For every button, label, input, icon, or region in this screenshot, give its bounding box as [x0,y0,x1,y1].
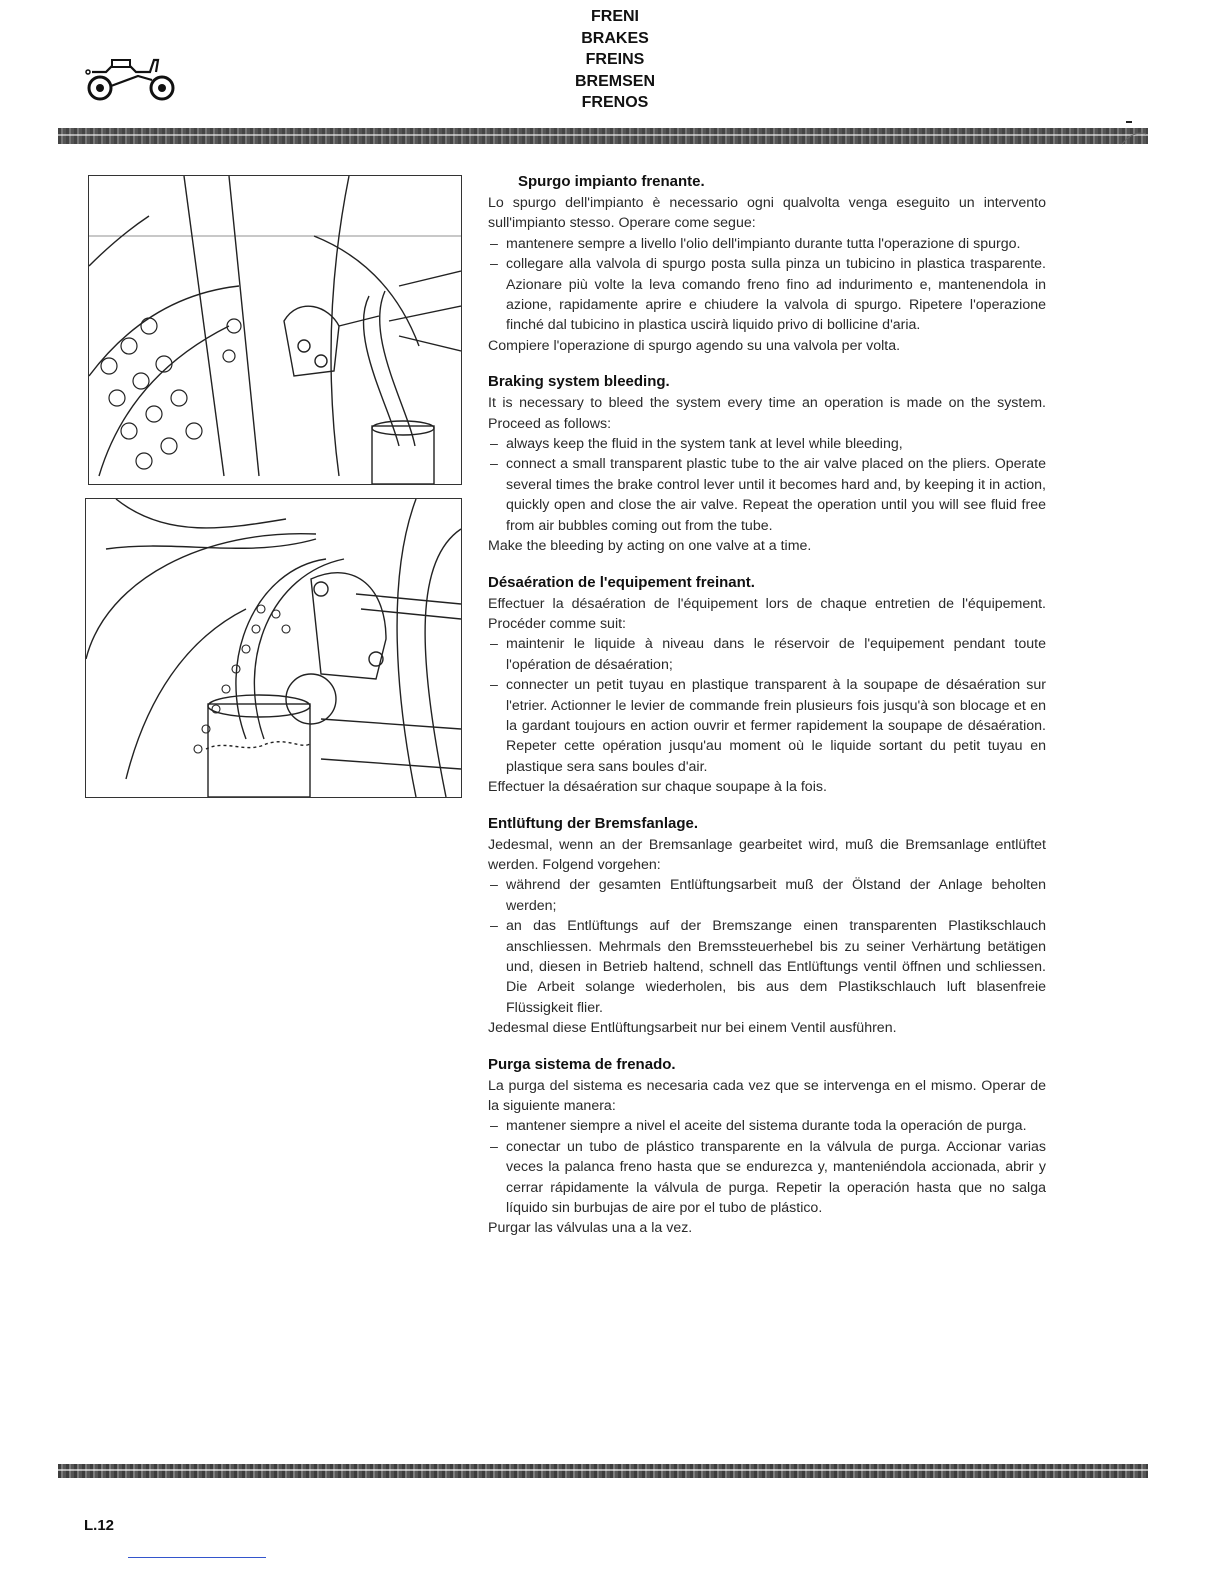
figure-rear-caliper-bleeding [85,498,462,798]
title-fr: FREINS [585,51,645,68]
footer-link-underline [128,1557,266,1558]
section-title: Spurgo impianto frenante. [518,173,705,190]
list-item: – collegare alla valvola di spurgo posta sulla pinza un tubicino in plastica trasparente. Azionare più volte la leva comando freno fino ad indurimento e, mantenendola in azione, rapidamente aprire e chiudere la valvola di spurgo. Ripetere l'operazione finché dal tubicino in plastica uscirà liquido privo di bollicine d'aria. [488,254,1046,336]
section-french [488,573,1046,798]
section-outro: Jedesmal diese Entlüftungsarbeit nur bei einem Ventil ausführen. [488,1020,897,1037]
instructions-text-column [488,172,1046,1255]
front-caliper-illustration [89,176,461,484]
section-steps [488,234,1046,336]
header-titles [480,6,750,114]
list-item: – connect a small transparent plastic tube to the air valve placed on the pliers. Operate several times the brake control lever until it becomes hard and, by keeping it in action, quickly open and close the air valve. Repeat the operation until you will see fluid free from air bubbles coming out from the tube. [488,454,1046,536]
section-intro: Jedesmal, wenn an der Bremsanlage gearbeitet wird, muß die Bremsanlage entlüftet werden. Folgend vorgehen: [488,836,1046,873]
list-item: – maintenir le liquide à niveau dans le réservoir de l'equipement pendant toute l'opération de désaération; [488,634,1046,675]
corner-mark [1120,120,1148,148]
bottom-divider-rule [58,1464,1148,1478]
title-it: FRENI [591,8,639,25]
list-item: – mantenere sempre a livello l'olio dell'impianto durante tutta l'operazione di spurgo. [488,234,1046,254]
list-item: – während der gesamten Entlüftungsarbeit muß der Ölstand der Anlage beholten werden; [488,875,1046,916]
rear-caliper-illustration [86,499,461,797]
section-italian [488,172,1046,356]
section-spanish [488,1055,1046,1239]
section-intro: Lo spurgo dell'impianto è necessario ogni qualvolta venga eseguito un intervento sull'impianto stesso. Operare come segue: [488,195,1046,232]
section-title: Désaération de l'equipement freinant. [488,573,755,591]
list-item: – conectar un tubo de plástico transparente en la válvula de purga. Accionar varias veces la palanca freno hasta que se endurezca y, manteniéndola accionada, abrir y cerrar rápidamente la válvula de purga. Repetir la operación hasta que no salga líquido sin burbujas de aire por el tubo de plástico. [488,1137,1046,1219]
section-steps [488,1116,1046,1218]
page-number: L.12 [84,1517,115,1534]
section-steps [488,634,1046,777]
section-steps [488,434,1046,536]
figure-front-caliper-bleeding [88,175,462,485]
list-item: – always keep the fluid in the system tank at level while bleeding, [488,434,1046,454]
top-divider-rule [58,128,1148,144]
section-intro: Effectuer la désaération de l'équipement lors de chaque entretien de l'équipement. Procéder comme suit: [488,595,1046,632]
motorcycle-icon [84,52,184,102]
section-outro: Effectuer la désaération sur chaque soupape à la fois. [488,779,827,796]
section-title: Entlüftung der Bremsfanlage. [488,814,699,832]
title-de: BREMSEN [574,72,655,90]
list-item: – an das Entlüftungs auf der Bremszange einen transparenten Plastikschlauch anschliessen. Mehrmals den Bremssteuerhebel bis zu seiner Verhärtung betätigen und, diesen in Betrieb haltend, schnell das Entlüftungs ventil öffnen und schliessen. Die Arbeit solange wiederholen, bis aus dem Plastikschlauch luft blasenfreie Flüssigkeit flier. [488,916,1046,1018]
title-en: BRAKES [581,29,649,47]
title-es: FRENOS [581,94,649,111]
section-title: Braking system bleeding. [488,373,670,391]
list-item: – mantener siempre a nivel el aceite del sistema durante toda la operación de purga. [488,1116,1046,1136]
section-german [488,814,1046,1039]
section-outro: Make the bleeding by acting on one valve at a time. [488,538,812,555]
section-intro: La purga del sistema es necesaria cada vez que se intervenga en el mismo. Operar de la siguiente manera: [488,1077,1046,1115]
section-steps [488,875,1046,1018]
section-outro: Compiere l'operazione di spurgo agendo su una valvola per volta. [488,337,901,354]
section-title: Purga sistema de frenado. [488,1055,676,1073]
list-item: – connecter un petit tuyau en plastique transparent à la soupape de désaération sur l'etrier. Actionner le levier de commande frein plusieurs fois jusqu'à son blocage et en la gardant toujours en action ouvrir et fermer rapidement la soupape de désaération. Repeter cette opération jusqu'au moment où le liquide sortant du petit tuyau en plastique sera sans boules d'air. [488,675,1046,777]
section-intro: It is necessary to bleed the system every time an operation is made on the system. Proceed as follows: [488,395,1046,432]
section-english [488,372,1046,556]
section-outro: Purgar las válvulas una a la vez. [488,1220,693,1237]
